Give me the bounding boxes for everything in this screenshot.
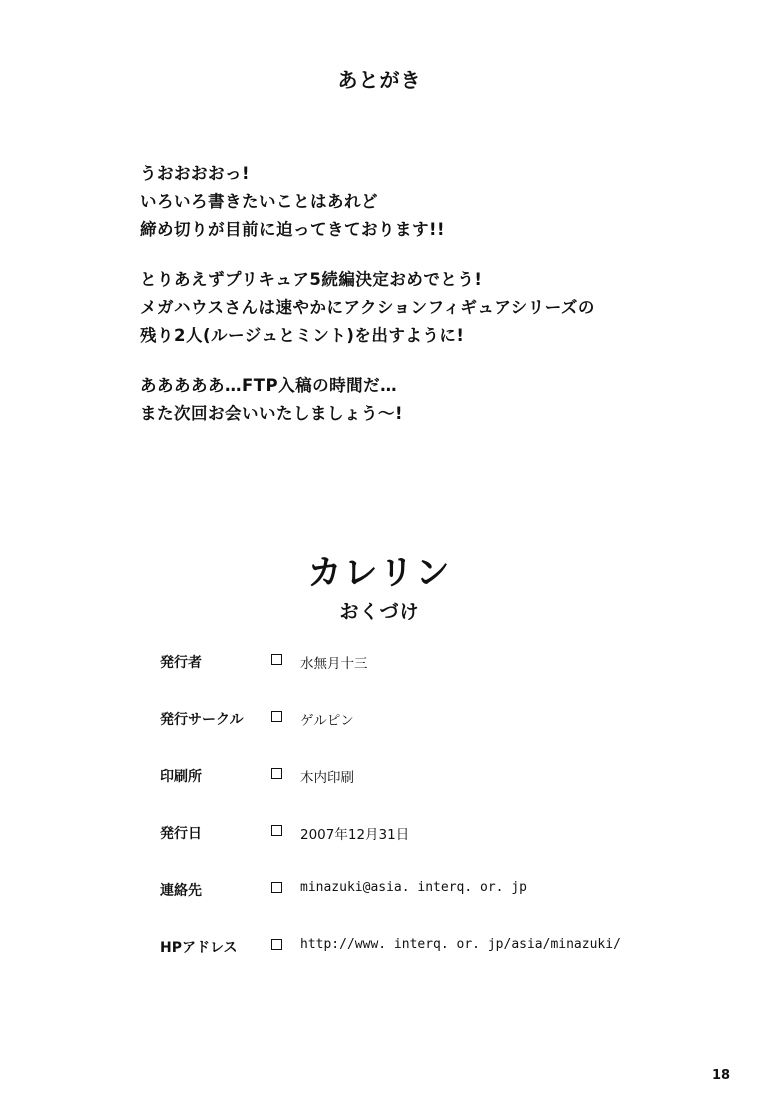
colophon-label: 発行者 (160, 655, 202, 671)
colophon-label: 印刷所 (160, 769, 202, 785)
colophon-row-contact (160, 880, 660, 937)
colophon-label: 発行サークル (160, 712, 244, 728)
colophon-label: 発行日 (160, 826, 202, 842)
square-bullet-icon (271, 882, 282, 893)
colophon-heading: おくづけ (339, 601, 420, 623)
colophon-label: 連絡先 (160, 883, 202, 899)
afterword-line: とりあえずプリキュア5続編決定おめでとう! (140, 270, 483, 289)
colophon-row-homepage (160, 937, 660, 994)
afterword-line: また次回お会いいたしましょう〜! (140, 404, 404, 423)
afterword-line: 締め切りが目前に迫ってきております!! (140, 220, 446, 239)
colophon-value-url: http://www. interq. or. jp/asia/minazuki/ (300, 937, 621, 952)
afterword-paragraph-3 (140, 372, 700, 428)
book-title: カレリン (307, 553, 452, 593)
afterword-paragraph-1 (140, 160, 700, 244)
square-bullet-icon (271, 711, 282, 722)
colophon-value: 水無月十三 (300, 656, 368, 672)
colophon-table (160, 652, 660, 994)
page-number: 18 (712, 1068, 731, 1083)
colophon-row-publisher (160, 652, 660, 709)
square-bullet-icon (271, 654, 282, 665)
square-bullet-icon (271, 825, 282, 836)
colophon-value: 2007年12月31日 (300, 827, 410, 843)
square-bullet-icon (271, 939, 282, 950)
colophon-value-email: minazuki@asia. interq. or. jp (300, 880, 527, 895)
colophon-row-date (160, 823, 660, 880)
colophon-label: HPアドレス (160, 940, 238, 956)
afterword-paragraph-2 (140, 266, 700, 350)
afterword-line: あああああ…FTP入稿の時間だ… (140, 376, 398, 395)
afterword-line: いろいろ書きたいことはあれど (140, 192, 378, 211)
colophon-row-printer (160, 766, 660, 823)
colophon-value: ゲルピン (300, 713, 354, 729)
afterword-title: あとがき (337, 68, 422, 92)
afterword-line: 残り2人(ルージュとミント)を出すように! (140, 326, 465, 345)
afterword-line: メガハウスさんは速やかにアクションフィギュアシリーズの (140, 298, 595, 317)
colophon-value: 木内印刷 (300, 770, 354, 786)
colophon-row-circle (160, 709, 660, 766)
afterword-body (140, 160, 700, 450)
afterword-line: うおおおおっ! (140, 164, 251, 183)
square-bullet-icon (271, 768, 282, 779)
